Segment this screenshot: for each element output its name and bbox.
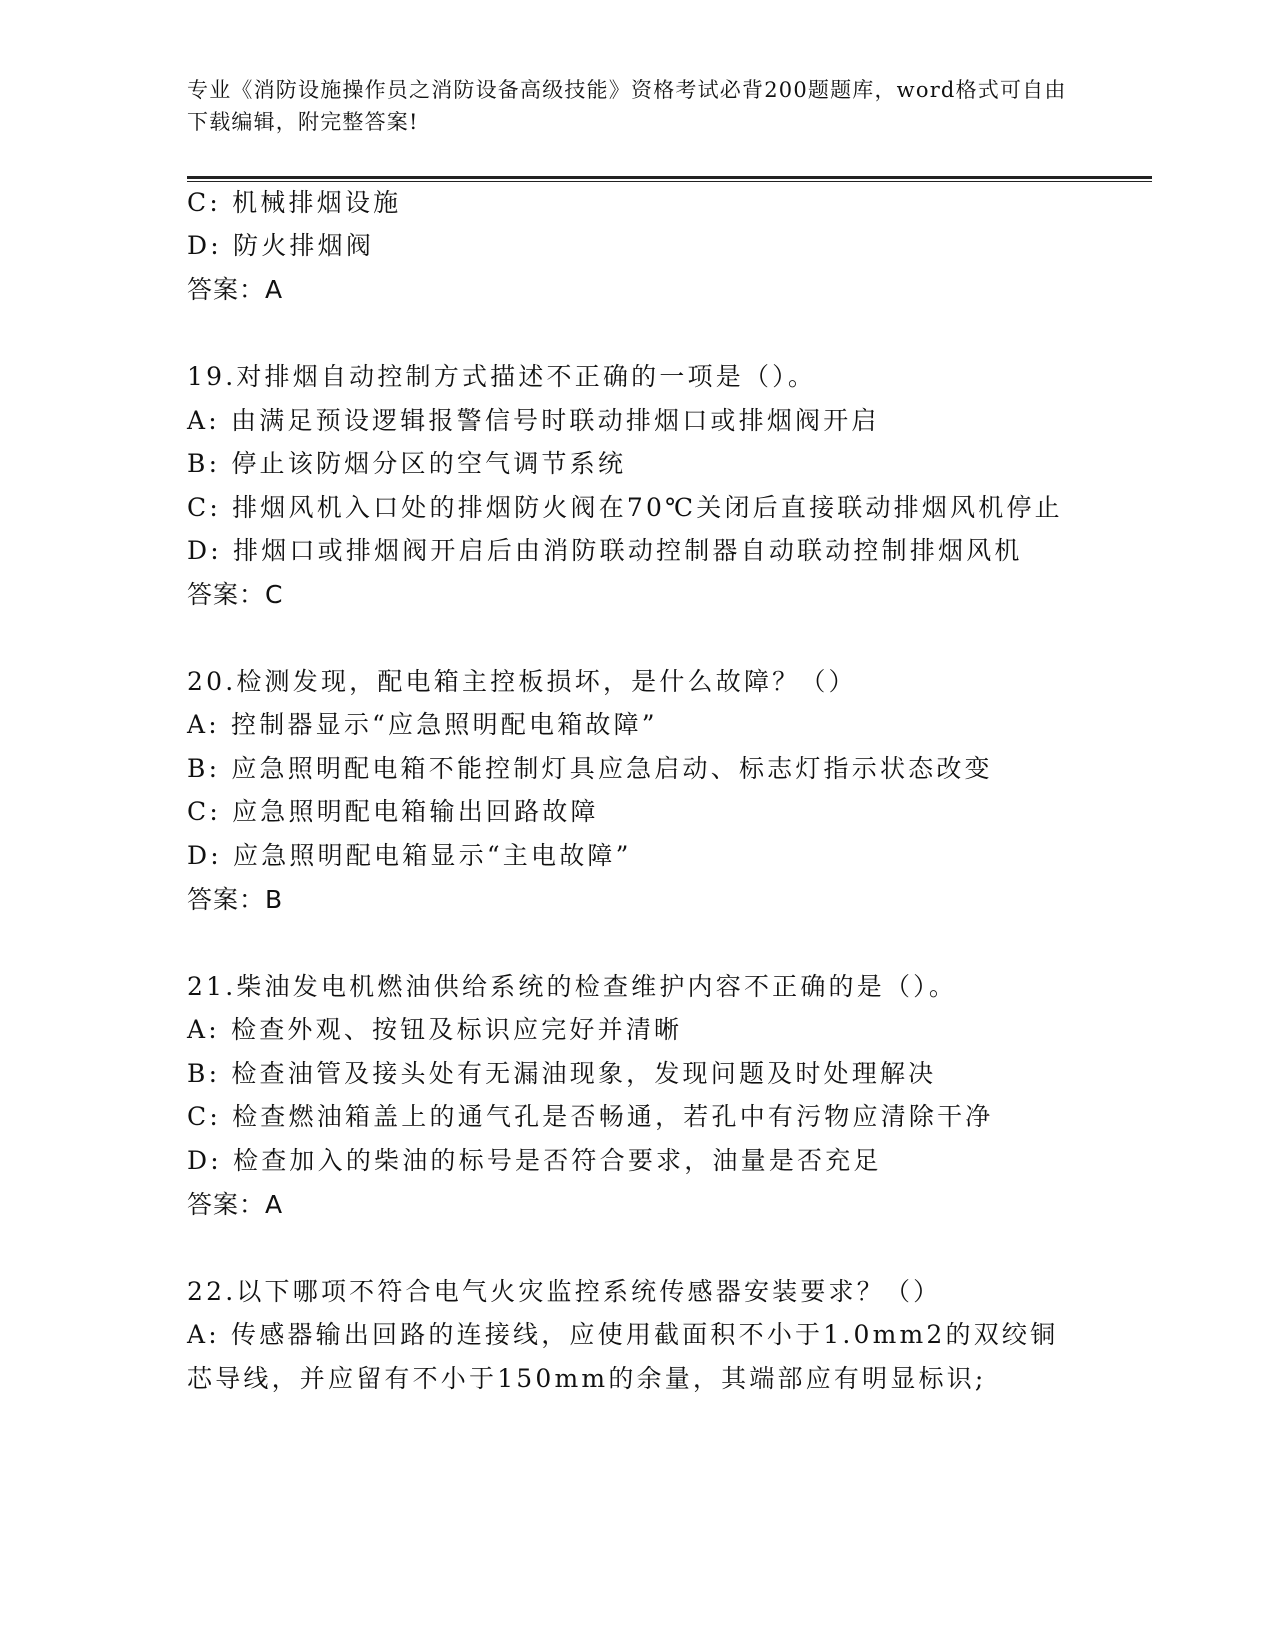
q20-option-a: A: 控制器显示“应急照明配电箱故障” xyxy=(187,710,658,739)
q21-option-d: D: 检查加入的柴油的标号是否符合要求，油量是否充足 xyxy=(187,1146,882,1175)
answer-label: 答案： xyxy=(187,580,266,609)
q21-option-c: C: 检查燃油箱盖上的通气孔是否畅通，若孔中有污物应清除干净 xyxy=(187,1102,994,1131)
answer-value: C xyxy=(265,580,284,609)
q20-option-c: C: 应急照明配电箱输出回路故障 xyxy=(187,797,599,826)
answer-label: 答案： xyxy=(187,1190,266,1219)
header-rule-thick xyxy=(187,176,1152,179)
q21-option-a: A: 检查外观、按钮及标识应完好并清晰 xyxy=(187,1015,683,1044)
q19-stem: 19.对排烟自动控制方式描述不正确的一项是（）。 xyxy=(187,362,817,391)
q19-option-b: B: 停止该防烟分区的空气调节系统 xyxy=(187,449,627,478)
q19-option-c: C: 排烟风机入口处的排烟防火阀在70℃关闭后直接联动排烟风机停止 xyxy=(187,493,1063,522)
answer-value: A xyxy=(265,275,284,304)
answer-label: 答案： xyxy=(187,275,266,304)
q22-option-a-line2: 芯导线，并应留有不小于150mm的余量，其端部应有明显标识; xyxy=(187,1364,987,1393)
q20-stem: 20.检测发现，配电箱主控板损坏，是什么故障？（） xyxy=(187,667,857,696)
q20-answer xyxy=(187,883,283,917)
q21-option-b: B: 检查油管及接头处有无漏油现象，发现问题及时处理解决 xyxy=(187,1059,937,1088)
q18-option-d: D: 防火排烟阀 xyxy=(187,231,375,260)
answer-label: 答案： xyxy=(187,885,266,914)
q20-option-d: D: 应急照明配电箱显示“主电故障” xyxy=(187,841,632,870)
q21-stem: 21.柴油发电机燃油供给系统的检查维护内容不正确的是（）。 xyxy=(187,972,958,1001)
q19-answer xyxy=(187,578,283,612)
q21-answer xyxy=(187,1188,283,1222)
q18-answer xyxy=(187,273,283,307)
header-rule-thin xyxy=(187,181,1152,182)
answer-value: B xyxy=(265,885,284,914)
document-header: 专业《消防设施操作员之消防设备高级技能》资格考试必背200题题库，word格式可自由下载编辑，附完整答案! xyxy=(187,78,1067,134)
q19-option-a: A: 由满足预设逻辑报警信号时联动排烟口或排烟阀开启 xyxy=(187,406,880,435)
answer-value: A xyxy=(265,1190,284,1219)
q19-option-d: D: 排烟口或排烟阀开启后由消防联动控制器自动联动控制排烟风机 xyxy=(187,536,1023,565)
q22-stem: 22.以下哪项不符合电气火灾监控系统传感器安装要求？（） xyxy=(187,1277,942,1306)
q22-option-a-line1: A: 传感器输出回路的连接线，应使用截面积不小于1.0mm2的双绞铜 xyxy=(187,1320,1059,1349)
q20-option-b: B: 应急照明配电箱不能控制灯具应急启动、标志灯指示状态改变 xyxy=(187,754,993,783)
q18-option-c: C: 机械排烟设施 xyxy=(187,188,402,217)
